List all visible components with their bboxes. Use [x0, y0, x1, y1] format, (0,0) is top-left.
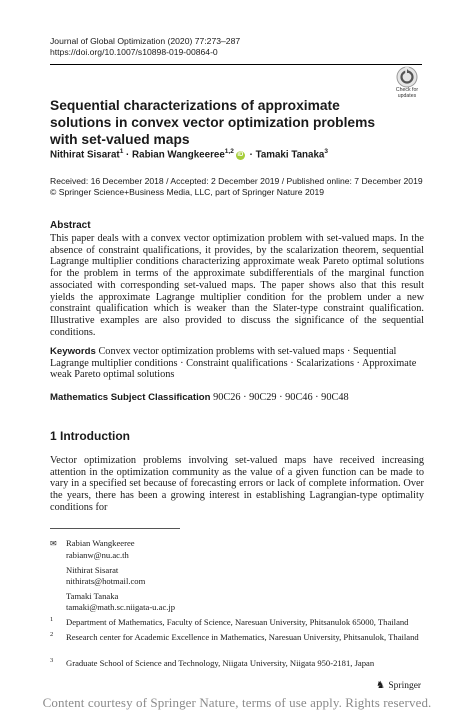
author-affiliation-mark: 3: [324, 148, 328, 155]
courtesy-watermark: Content courtesy of Springer Nature, terms of use apply. Rights reserved.: [42, 695, 432, 710]
paper-title: Sequential characterizations of approximate solutions in convex vector optimization problems with set-valued maps: [50, 98, 376, 147]
keywords: [50, 346, 424, 381]
springer-logo[interactable]: [376, 681, 421, 691]
contact-name: Nithirat Sisarat: [66, 565, 119, 576]
keywords-label: Keywords: [50, 346, 96, 357]
author-name[interactable]: Rabian Wangkeeree: [132, 149, 225, 161]
affiliation: [50, 658, 424, 669]
author-separator: ·: [123, 149, 133, 161]
history-dates: Received: 16 December 2018 / Accepted: 2 December 2019 / Published online: 7 December 2019: [50, 176, 423, 186]
envelope-icon: ✉: [50, 539, 57, 548]
contact-email[interactable]: nithirats@hotmail.com: [66, 575, 146, 586]
affiliation-number: 2: [50, 631, 54, 638]
author-name[interactable]: Tamaki Tanaka: [255, 149, 325, 161]
affiliation-text: Department of Mathematics, Faculty of Science, Naresuan University, Phitsanulok 65000, Thailand: [66, 617, 409, 627]
contact-email[interactable]: tamaki@math.sc.niigata-u.ac.jp: [66, 601, 176, 612]
publication-dates: [50, 176, 423, 198]
affiliation-text: Graduate School of Science and Technology, Niigata University, Niigata 950-2181, Japan: [66, 658, 375, 668]
orcid-icon[interactable]: iD: [237, 152, 244, 159]
contact-name: Tamaki Tanaka: [66, 591, 119, 602]
contact-name: Rabian Wangkeeree: [66, 538, 135, 548]
msc-label: Mathematics Subject Classification: [50, 392, 211, 403]
header-rule: [50, 64, 422, 65]
footnote-rule: [50, 528, 180, 529]
contact-block: [50, 538, 175, 613]
updates-label: updates: [397, 93, 417, 99]
affiliation: [50, 617, 424, 628]
contact-email[interactable]: rabianw@nu.ac.th: [66, 549, 129, 560]
keywords-text: Convex vector optimization problems with set-valued maps · Sequential Lagrange multiplier conditions · Constraint qualifications · Scalarizations · Approximate weak Pareto optimal solutions: [50, 346, 417, 381]
abstract-text: This paper deals with a convex vector optimization problem with set-valued maps. In the absence of constraint qualifications, it provides, by the scalarization theorem, sequential Lagrange multiplier conditions characterizing approximate weak Pareto optimal solutions for the problem in terms of the approximate subdifferentials of the marginal function associated with corresponding set-valued maps. The paper shows also that this result yields the approximate Lagrange multiplier condition for the problem under a new constraint qualification which is weaker than the Slater-type constraint qualification. Illustrative examples are also provided to discuss the significance of the sequential conditions.: [50, 233, 424, 338]
affiliation: [50, 632, 424, 643]
section-heading: 1 Introduction: [50, 429, 130, 443]
affiliation-number: 3: [50, 657, 54, 664]
journal-header: [50, 36, 240, 58]
springer-horse-icon: ♞: [376, 680, 385, 691]
copyright-line: © Springer Science+Business Media, LLC, part of Springer Nature 2019: [50, 187, 325, 197]
intro-paragraph: Vector optimization problems involving set-valued maps have received increasing attention in the optimization community as the value of a given function can be made to vary in a specified set because of forecasting errors or lack of complete information. Over the years, there has been a growing interest in establishing Lagrangian-type optimality conditions for: [50, 455, 424, 513]
doi-link[interactable]: https://doi.org/10.1007/s10898-019-00864-0: [50, 47, 218, 57]
msc-classification: [50, 392, 349, 403]
publisher-name: Springer: [388, 681, 422, 691]
journal-citation: Journal of Global Optimization (2020) 77:273–287: [50, 36, 241, 46]
author-separator: ·: [246, 149, 256, 161]
affiliation-number: 1: [50, 616, 54, 623]
msc-codes: 90C26 · 90C29 · 90C46 · 90C48: [213, 392, 349, 403]
author-name[interactable]: Nithirat Sisarat: [50, 149, 120, 161]
check-for-updates-badge[interactable]: [390, 66, 424, 104]
author-list: [50, 148, 328, 160]
check-label: Check for: [395, 87, 419, 93]
contact-entry: [50, 538, 175, 550]
author-affiliation-mark: 1,2: [224, 148, 234, 155]
author-affiliation-mark: 1: [119, 148, 124, 155]
abstract-heading: Abstract: [50, 220, 91, 231]
affiliation-text: Research center for Academic Excellence in Mathematics, Naresuan University, Phitsanulok, Thailand: [66, 632, 419, 642]
check-for-updates-icon: [390, 66, 424, 88]
